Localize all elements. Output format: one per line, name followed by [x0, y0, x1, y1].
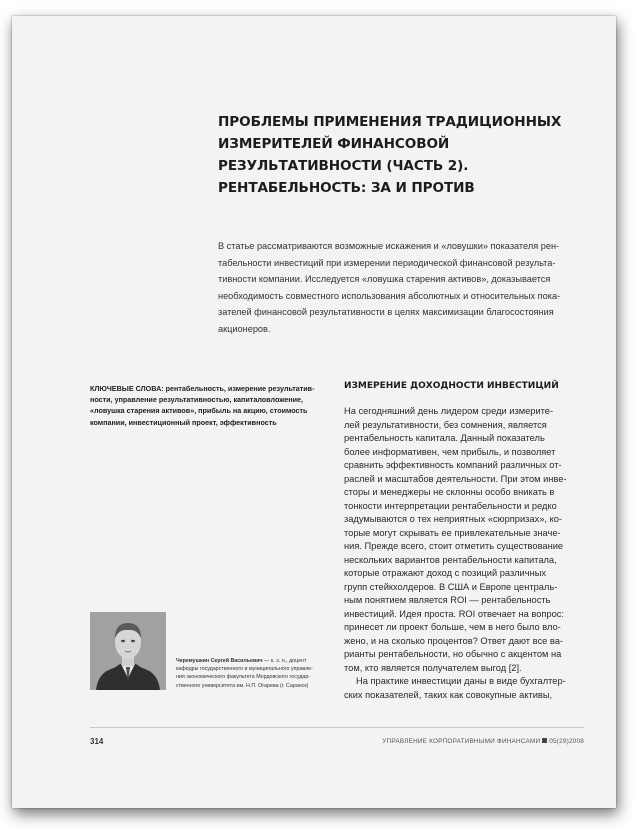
body-line: ния. Прежде всего, стоит отметить существование: [344, 541, 564, 551]
abstract-line: тивности компании. Исследуется «ловушка старения активов», доказывается: [218, 274, 551, 285]
footer-divider: [90, 727, 584, 728]
keywords-block: [90, 383, 340, 428]
abstract-line: табельности инвестиций при измерении периодической финансовой результа-: [218, 257, 556, 268]
keywords-line: «ловушка старения активов», прибыль на акцию, стоимость: [90, 406, 308, 416]
body-line: торые могут скрывать ее привлекательные значе-: [344, 527, 561, 538]
square-bullet-icon: [542, 738, 547, 743]
abstract-line: необходимость совместного использования абсолютных и относительных пока-: [218, 290, 561, 301]
article-title: [218, 111, 578, 199]
author-line: кафедры государственного и муниципального управле-: [176, 666, 313, 673]
journal-footer: [382, 738, 584, 745]
title-line: РЕЗУЛЬТАТИВНОСТИ (ЧАСТЬ 2).: [218, 158, 469, 174]
keywords-line: ности, управление результативностью, капиталовложение,: [90, 395, 304, 405]
body-line: нескольких вариантов рентабельности капитала,: [344, 554, 557, 565]
body-line: На практике инвестиции даны в виде бухгалтер-: [356, 676, 566, 686]
body-line: лей результативности, без сомнения, является: [344, 419, 547, 430]
body-line: ным понятием является ROI — рентабельность: [344, 595, 551, 605]
body-line: тонкости интерпретации рентабельности и редко: [344, 500, 557, 511]
body-line: На сегодняшний день лидером среди измерите-: [344, 406, 554, 416]
document-page: [12, 16, 616, 808]
body-line: жено, и на сколько процентов? Ответ дают все ва-: [344, 635, 563, 646]
body-line: инвестиций. Идея проста. ROI отвечает на вопрос:: [344, 608, 564, 619]
title-line: РЕНТАБЕЛЬНОСТЬ: ЗА И ПРОТИВ: [218, 180, 475, 196]
author-name: Черемушкин Сергей Васильевич: [176, 658, 263, 664]
journal-issue: 05(29)2008: [549, 738, 584, 745]
body-line: сторы и менеджеры не склонны особо вникать в: [344, 487, 555, 497]
author-line: ственного университета им. Н.П. Огарева (г. Саранск): [176, 682, 309, 689]
author-line: [176, 657, 351, 665]
body-line: ских показателей, таких как совокупные активы,: [344, 689, 553, 700]
body-line: рианты рентабельности, но обычно с акцентом на: [344, 649, 562, 659]
section-heading: ИЗМЕРЕНИЕ ДОХОДНОСТИ ИНВЕСТИЦИЙ: [344, 381, 559, 391]
abstract-line: В статье рассматриваются возможные искажения и «ловушки» показателя рен-: [218, 241, 560, 251]
author-degree: — к. э. н., доцент: [262, 658, 307, 664]
body-line: сравнить эффективность компаний различных от-: [344, 460, 562, 470]
body-line: задумываются о тех неприятных «сюрпризах», ко-: [344, 514, 563, 524]
author-line: ния экономического факультета Мордовского государ-: [176, 674, 311, 681]
journal-name: УПРАВЛЕНИЕ КОРПОРАТИВНЫМИ ФИНАНСАМИ: [382, 738, 541, 745]
body-line: рентабельность капитала. Данный показатель: [344, 433, 545, 443]
title-line: ПРОБЛЕМЫ ПРИМЕНЕНИЯ ТРАДИЦИОННЫХ: [218, 114, 562, 130]
author-photo: [90, 612, 166, 690]
title-line: ИЗМЕРИТЕЛЕЙ ФИНАНСОВОЙ: [218, 136, 450, 152]
keywords-line: компании, инвестиционный проект, эффективность: [90, 417, 277, 427]
article-abstract: [218, 238, 583, 338]
body-text: [344, 405, 589, 702]
body-line: том, кто является получателем выгод [2].: [344, 662, 522, 673]
page-number: 314: [90, 737, 104, 746]
author-info: [176, 657, 351, 690]
body-line: принесет ли проект больше, чем в него было вло-: [344, 622, 561, 632]
abstract-line: зателей финансовой результативности в целях максимизации благосостояния: [218, 307, 554, 318]
author-portrait-icon: [90, 612, 166, 690]
body-line: групп стейкхолдеров. В США и Европе централь-: [344, 581, 558, 592]
abstract-line: акционеров.: [218, 323, 271, 334]
body-line: более информативен, чем прибыль, и позволяет: [344, 446, 556, 457]
keywords-line: КЛЮЧЕВЫЕ СЛОВА: рентабельность, измерение результатив-: [90, 384, 315, 393]
body-line: раслей и масштабов деятельности. При этом инве-: [344, 473, 567, 484]
body-line: которые отражают доход с позиций различных: [344, 568, 547, 578]
